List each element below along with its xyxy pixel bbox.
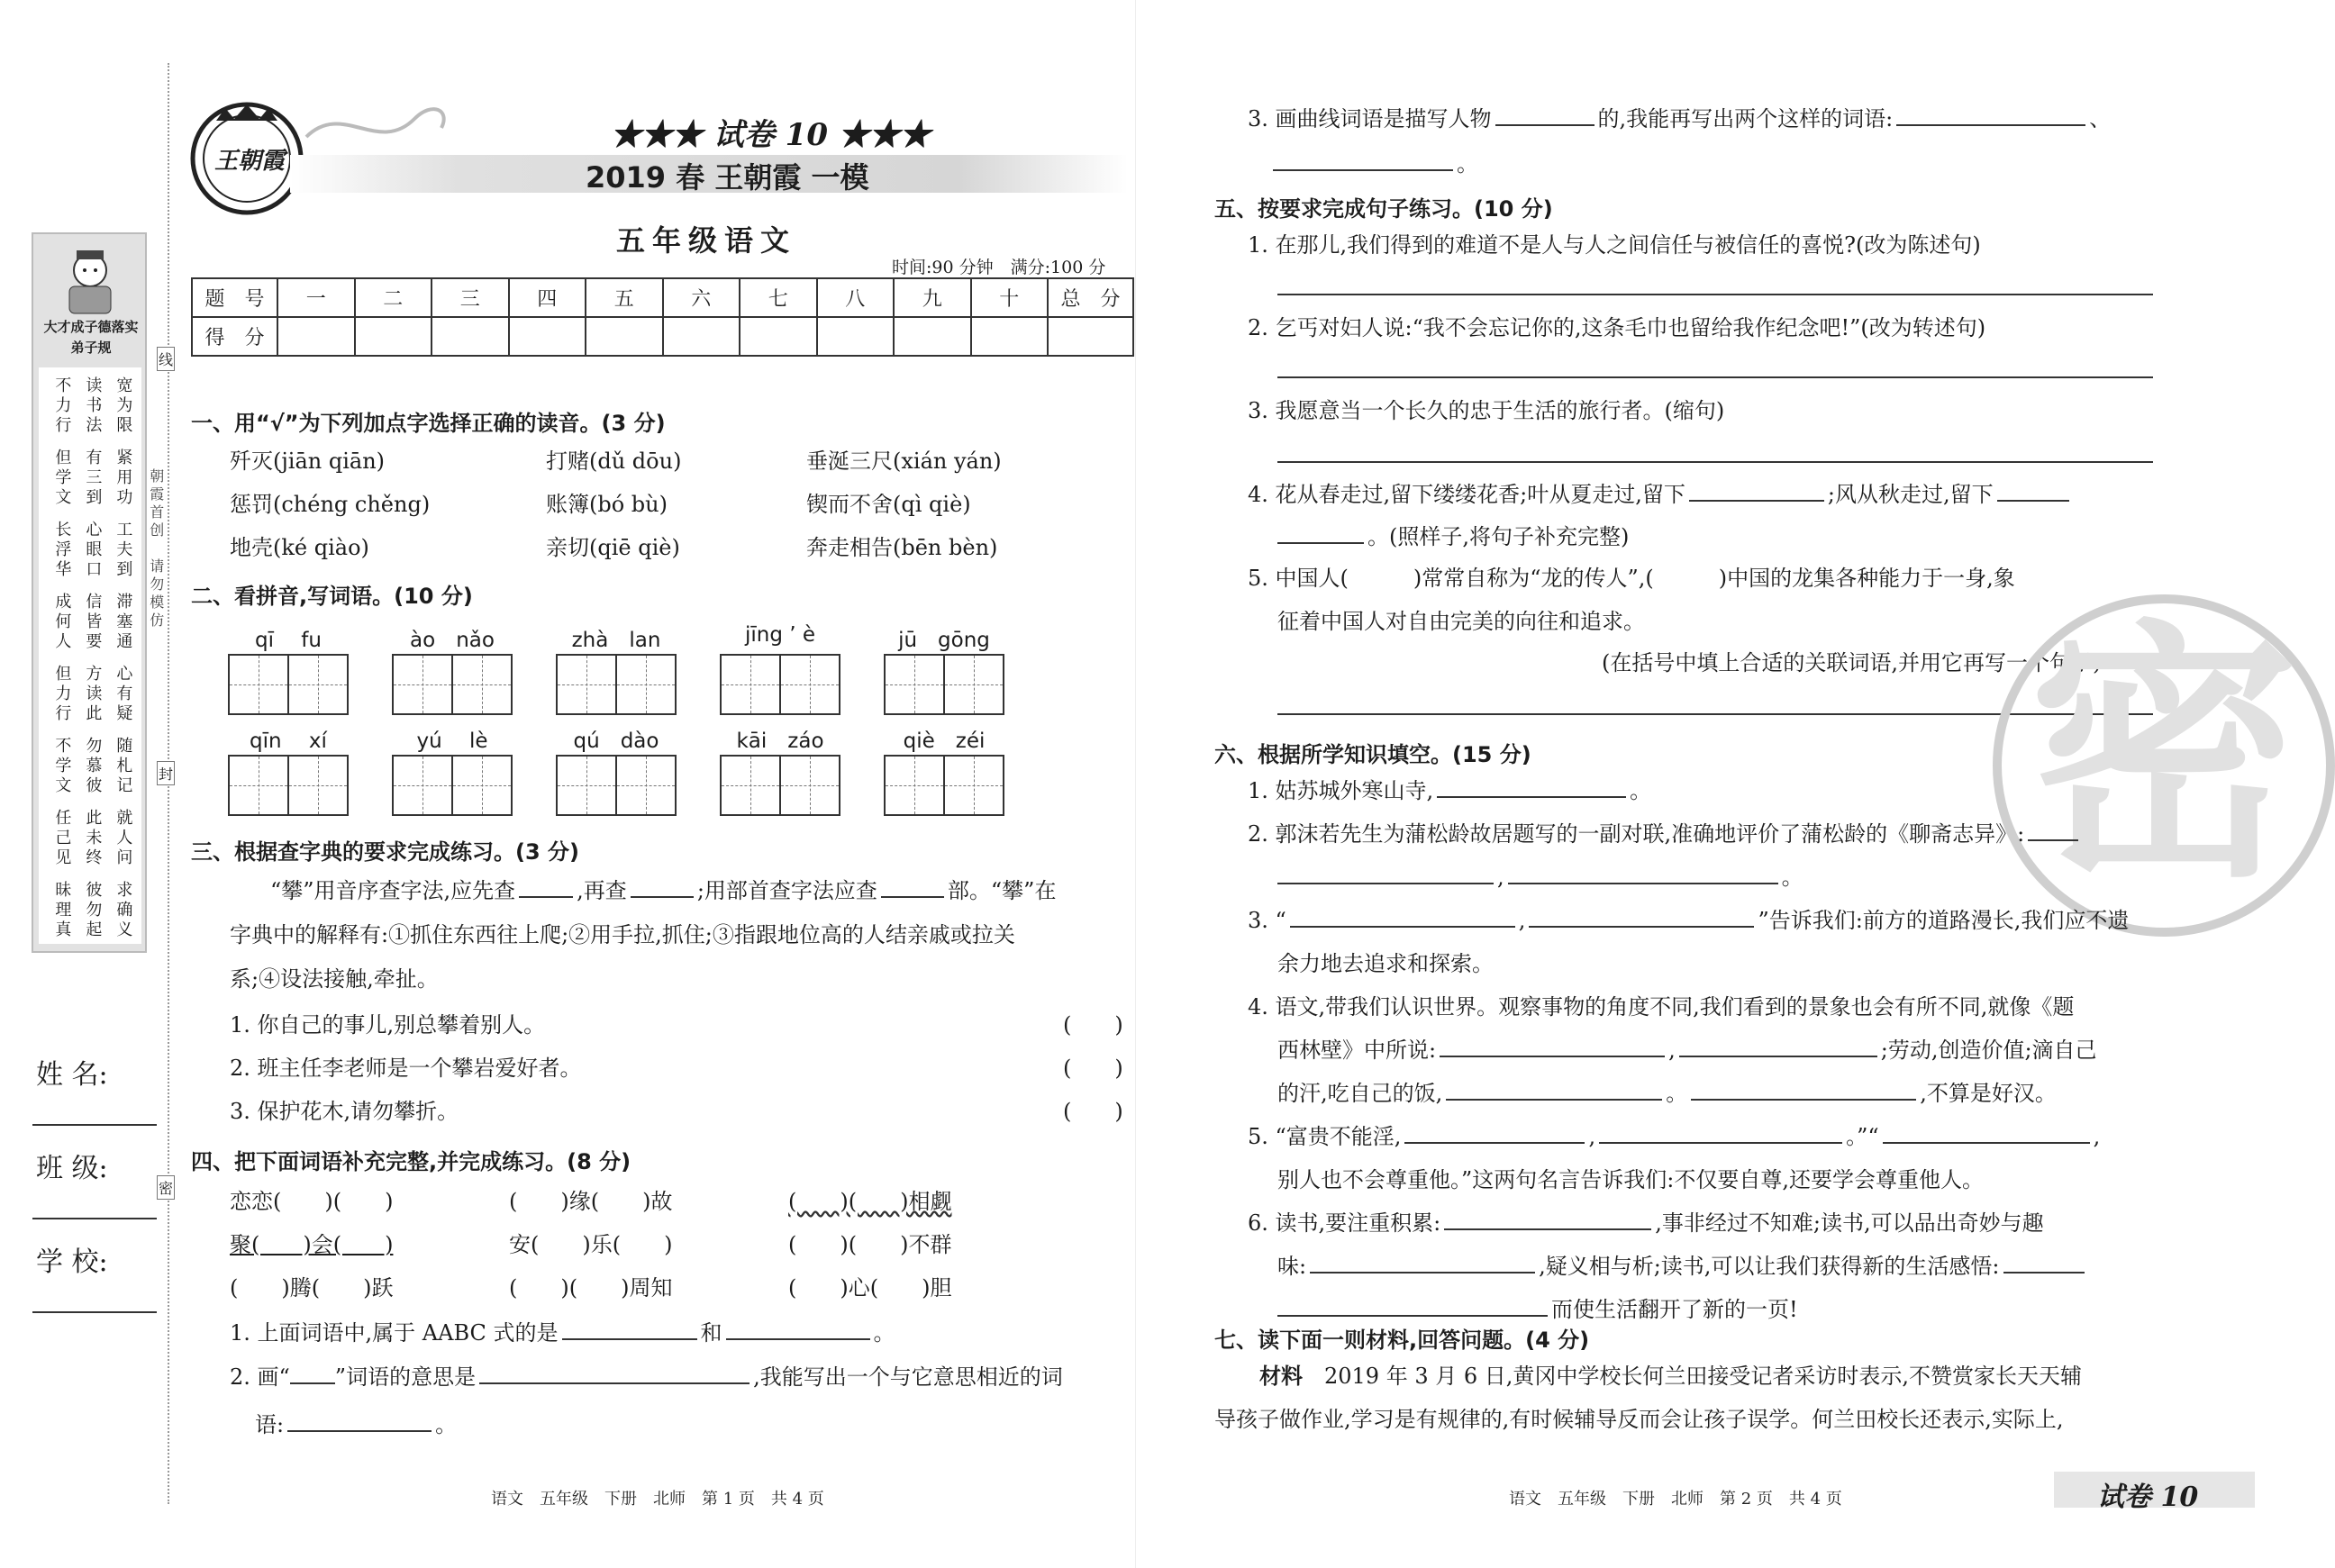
footer-right: 语文 五年级 下册 北师 第 2 页 共 4 页 — [1509, 1490, 1842, 1509]
blank[interactable] — [1691, 1081, 1916, 1101]
score-head: 九 — [894, 278, 971, 317]
s4-text: 3. 画曲线词语是描写人物 — [1248, 106, 1492, 131]
score-head: 题 号 — [192, 278, 277, 317]
s4-word[interactable]: 恋恋( )( ) — [230, 1189, 394, 1214]
poem-col-17: 不力行 — [52, 376, 72, 436]
s5-item-2: 2. 乞丐对妇人说:“我不会忘记你的,这条毛巾也留给我作纪念吧!”(改为转述句) — [1248, 315, 1986, 340]
poem-col-10: 有三到 — [83, 449, 103, 508]
cut-mark-1: 线 — [157, 347, 175, 371]
s6-text: 5. “富贵不能淫, — [1248, 1124, 1402, 1149]
score-head: 十 — [971, 278, 1049, 317]
time-info: 时间:90 分钟 满分:100 分 — [892, 258, 1106, 277]
writing-grid[interactable] — [884, 755, 1004, 816]
writing-grid[interactable] — [392, 654, 513, 715]
s3-answer-paren[interactable]: ( ) — [1063, 1012, 1123, 1038]
s3-answer-paren[interactable]: ( ) — [1063, 1056, 1123, 1081]
blank[interactable] — [1495, 106, 1595, 126]
s6-item-5: 5. “富贵不能淫, , 。”“ , — [1248, 1124, 2101, 1149]
blank[interactable] — [1883, 1124, 2090, 1144]
s1-item[interactable]: 锲而不舍(qì qiè) — [806, 492, 971, 517]
section-2-title: 二、看拼音,写词语。(10 分) — [191, 584, 473, 609]
footer-left: 语文 五年级 下册 北师 第 1 页 共 4 页 — [491, 1490, 824, 1509]
s4-word[interactable]: ( )缘( )故 — [509, 1189, 673, 1214]
poem-col-19: 长浮华 — [52, 521, 72, 580]
series-text: 试卷 10 — [713, 117, 828, 153]
s3-para-3: 系;④设法接触,牵扯。 — [230, 966, 439, 992]
writing-grid[interactable] — [720, 755, 840, 816]
pinyin-label: ào nǎo — [410, 629, 495, 652]
s6-text: 味: — [1277, 1254, 1307, 1279]
s4-question-3: 3. 画曲线词语是描写人物 的,我能再写出两个这样的词语: 、 — [1248, 106, 2112, 131]
exam-title: 2019 春 王朝霞 一模 — [586, 160, 869, 195]
s4-text: 的,我能再写出两个这样的词语: — [1597, 106, 1894, 131]
s6-text: 西林壁》中所说: — [1277, 1038, 1437, 1063]
blank[interactable] — [287, 1412, 432, 1432]
blank[interactable] — [1896, 106, 2085, 126]
score-cell[interactable] — [894, 317, 971, 356]
school-input-line[interactable] — [32, 1311, 157, 1313]
poem-col-1: 宽为限 — [114, 376, 133, 436]
s4-word-underlined[interactable]: 聚( )会( ) — [230, 1232, 394, 1257]
s1-item[interactable]: 地壳(ké qiào) — [230, 535, 369, 560]
writing-grid[interactable] — [720, 654, 840, 715]
blank[interactable] — [1273, 151, 1453, 171]
s1-item[interactable]: 账簿(bó bù) — [546, 492, 668, 517]
pinyin-label: jīng ’ è — [744, 623, 816, 647]
s3-text: 部。“攀”在 — [947, 878, 1057, 903]
s4-text: 2. 画“ — [230, 1364, 290, 1390]
ribbon-decoration — [306, 101, 450, 155]
s6-text: ,不算是好汉。 — [1920, 1081, 2057, 1106]
s6-text: 而使生活翻开了新的一页! — [1551, 1297, 1798, 1322]
score-head: 二 — [355, 278, 432, 317]
poem-col-14: 勿慕彼 — [83, 737, 103, 796]
pinyin-label: yú lè — [416, 730, 488, 753]
s3-text: ;用部首查字法应查 — [696, 878, 877, 903]
blank[interactable] — [562, 1320, 697, 1340]
cut-mark-3: 密 — [157, 1175, 175, 1200]
pinyin-label: zhà lan — [571, 629, 661, 652]
poem-col-8: 求确义 — [114, 881, 133, 940]
score-cell[interactable] — [355, 317, 432, 356]
blank[interactable] — [726, 1320, 870, 1340]
s6-text: 1. 姑苏城外寒山寺, — [1248, 778, 1434, 803]
s3-text: “攀”用音序查字法,应先查 — [270, 878, 516, 903]
score-cell[interactable] — [509, 317, 586, 356]
s3-text: ,再查 — [577, 878, 627, 903]
page-center-fold — [1135, 0, 1136, 1568]
footer-badge: 试卷 10 — [2097, 1482, 2199, 1513]
writing-grid[interactable] — [556, 755, 677, 816]
s1-item[interactable]: 亲切(qiē qiè) — [546, 535, 680, 560]
poem-box — [39, 367, 141, 944]
poem-col-16: 彼勿起 — [83, 881, 103, 940]
s6-item-5-cont: 别人也不会尊重他。”这两句名言告诉我们:不仅要自尊,还要学会尊重他人。 — [1277, 1167, 1984, 1192]
writing-grid[interactable] — [884, 654, 1004, 715]
score-table — [191, 277, 1134, 357]
poem-col-6: 随札记 — [114, 737, 133, 796]
pinyin-label: qú dào — [573, 730, 659, 753]
s5-item-3: 3. 我愿意当一个长久的忠于生活的旅行者。(缩句) — [1248, 398, 1725, 423]
s3-item: 3. 保护花木,请勿攀折。 — [230, 1099, 459, 1124]
scholar-illustration — [50, 245, 131, 317]
blank[interactable] — [1689, 482, 1824, 502]
name-label: 姓 名: — [36, 1059, 108, 1091]
blank[interactable] — [1444, 1210, 1651, 1230]
s6-item-4-cont2: 的汗,吃自己的饭, 。 ,不算是好汉。 — [1277, 1081, 2057, 1106]
s4-word[interactable]: ( )腾( )跃 — [230, 1275, 394, 1301]
subject-title: 五年级语文 — [616, 223, 797, 258]
s6-item-6-cont — [1277, 1254, 2088, 1280]
score-cell[interactable] — [740, 317, 817, 356]
section-6-title: 六、根据所学知识填空。(15 分) — [1214, 742, 1531, 767]
blank[interactable] — [1437, 778, 1626, 798]
s6-item-1: 1. 姑苏城外寒山寺, 。 — [1248, 778, 1652, 803]
poem-col-11: 心眼口 — [83, 521, 103, 580]
s6-text: ,事非经过不知难;读书,可以品出奇妙与趣 — [1655, 1210, 2044, 1236]
blank[interactable] — [1440, 1038, 1665, 1057]
copyright-note: 朝霞首创 请勿模仿 — [147, 468, 165, 630]
score-head: 一 — [277, 278, 355, 317]
s4-text: 和 — [700, 1320, 722, 1346]
writing-grid[interactable] — [228, 654, 349, 715]
writing-grid[interactable] — [392, 755, 513, 816]
score-cell[interactable] — [971, 317, 1049, 356]
s6-item-3-cont: 余力地去追求和探索。 — [1277, 951, 1494, 976]
section-4-title: 四、把下面词语补充完整,并完成练习。(8 分) — [191, 1149, 631, 1174]
s6-item-6-cont2 — [1277, 1297, 1798, 1323]
poem-col-21: 但力行 — [52, 665, 72, 724]
s3-para-1 — [270, 878, 1056, 904]
s5-item-4 — [1248, 482, 2073, 508]
logo-text: 王朝霞 — [214, 148, 286, 175]
s5-text: 4. 花从春走过,留下缕缕花香;叶从夏走过,留下 — [1248, 482, 1685, 507]
class-input-line[interactable] — [32, 1218, 157, 1219]
s4-question-3-cont: 。 — [1273, 151, 1478, 177]
score-value-row — [192, 317, 1133, 356]
s5-text: ;风从秋走过,留下 — [1827, 482, 1994, 507]
poem-col-3: 工夫到 — [114, 521, 133, 580]
s1-item[interactable]: 垂涎三尺(xián yán) — [806, 449, 1002, 474]
pinyin-label: qiè zéi — [903, 730, 986, 753]
pinyin-label: qī fu — [255, 629, 322, 652]
blank[interactable] — [1508, 865, 1778, 884]
score-head: 八 — [817, 278, 895, 317]
poem-col-20: 成何人 — [52, 593, 72, 652]
s4-word[interactable]: ( )( )周知 — [509, 1275, 673, 1301]
s7-label: 材料 — [1259, 1363, 1303, 1389]
s3-item: 1. 你自己的事儿,别总攀着别人。 — [230, 1012, 546, 1038]
series-label: ★★★ 试卷 10 ★★★ — [611, 117, 931, 153]
s6-item-4-cont: 西林壁》中所说: , ;劳动,创造价值;滴自己 — [1277, 1038, 2097, 1063]
s6-text: 2. 郭沫若先生为蒲松龄故居题写的一副对联,准确地评价了蒲松龄的《聊斋志异》: — [1248, 821, 2025, 847]
motto: 大才成子德落实弟子规 — [43, 319, 139, 356]
poem-col-24: 昧理真 — [52, 881, 72, 940]
s1-item[interactable]: 奔走相告(bēn bèn) — [806, 535, 998, 560]
poem-col-18: 但学文 — [52, 449, 72, 508]
score-head: 三 — [432, 278, 509, 317]
s5-answer-line[interactable] — [1277, 294, 2153, 295]
s5-item-5-cont: 征着中国人对自由完美的向往和追求。 — [1277, 609, 1645, 634]
s4-word-wavy[interactable]: ( )( )相觑 — [788, 1189, 952, 1214]
writing-grid[interactable] — [556, 654, 677, 715]
s1-item[interactable]: 歼灭(jiān qiān) — [230, 449, 386, 474]
blank[interactable] — [519, 878, 573, 898]
s3-item: 2. 班主任李老师是一个攀岩爱好者。 — [230, 1056, 582, 1081]
s4-question-2-cont: 语: 。 — [255, 1412, 458, 1437]
s4-question-2 — [230, 1364, 1063, 1391]
s6-item-2 — [1248, 821, 2082, 847]
s1-item[interactable]: 惩罚(chéng chěng) — [230, 492, 431, 517]
s5-item-5: 5. 中国人( )常常自称为“龙的传人”,( )中国的龙集各种能力于一身,象 — [1248, 566, 2015, 591]
blank[interactable] — [1277, 865, 1494, 884]
blank[interactable] — [631, 878, 694, 898]
section-3-title: 三、根据查字典的要求完成练习。(3 分) — [191, 839, 579, 865]
score-head: 七 — [740, 278, 817, 317]
s1-item[interactable]: 打赌(dǔ dōu) — [546, 449, 682, 474]
s6-text: ”告诉我们:前方的道路漫长,我们应不遗 — [1758, 908, 2130, 933]
score-cell[interactable] — [277, 317, 355, 356]
score-head: 四 — [509, 278, 586, 317]
score-head: 总 分 — [1048, 278, 1133, 317]
score-cell[interactable] — [663, 317, 740, 356]
poem-col-7: 就人问 — [114, 809, 133, 868]
s6-item-4: 4. 语文,带我们认识世界。观察事物的角度不同,我们看到的景象也会有所不同,就像《题 — [1248, 994, 2075, 1020]
blank[interactable] — [1290, 908, 1515, 928]
s6-text: 的汗,吃自己的饭, — [1277, 1081, 1443, 1106]
s5-answer-line[interactable] — [1277, 461, 2153, 463]
s6-item-6 — [1248, 1210, 2044, 1237]
blank[interactable] — [1404, 1124, 1585, 1144]
class-label: 班 级: — [36, 1153, 108, 1184]
pinyin-label: kāi záo — [736, 730, 824, 753]
blank[interactable] — [2028, 821, 2078, 841]
score-label: 得 分 — [192, 317, 277, 356]
s4-word[interactable]: ( )心( )胆 — [788, 1275, 952, 1301]
name-input-line[interactable] — [32, 1124, 157, 1126]
poem-col-15: 此未终 — [83, 809, 103, 868]
poem-col-5: 心有疑 — [114, 665, 133, 724]
s3-para-2: 字典中的解释有:①抓住东西往上爬;②用手拉,抓住;③指跟地位高的人结亲戚或拉关 — [230, 922, 1015, 947]
score-cell[interactable] — [817, 317, 895, 356]
s4-question-1: 1. 上面词语中,属于 AABC 式的是 和 。 — [230, 1320, 895, 1346]
confidential-seal — [1993, 594, 2299, 937]
s5-answer-line[interactable] — [1277, 376, 2153, 378]
blank[interactable] — [1446, 1081, 1662, 1101]
s4-text: ”词语的意思是 — [334, 1364, 477, 1390]
blank — [290, 1364, 335, 1384]
section-7-title: 七、读下面一则材料,回答问题。(4 分) — [1214, 1328, 1590, 1353]
blank[interactable] — [1529, 908, 1754, 928]
score-cell[interactable] — [586, 317, 663, 356]
poem-col-22: 不学文 — [52, 737, 72, 796]
s7-para-2: 导孩子做作业,学习是有规律的,有时候辅导反而会让孩子误学。何兰田校长还表示,实际上, — [1214, 1407, 2064, 1432]
cut-mark-2: 封 — [157, 761, 175, 785]
s4-text: 1. 上面词语中,属于 AABC 式的是 — [230, 1320, 559, 1346]
s5-item-4-cont — [1277, 524, 1629, 550]
s4-text: 语: — [255, 1412, 285, 1437]
score-header-row — [192, 278, 1133, 317]
blank[interactable] — [2003, 1254, 2085, 1273]
s6-text: ;劳动,创造价值;滴自己 — [1880, 1038, 2097, 1063]
s5-text: 。(照样子,将句子补充完整) — [1367, 524, 1630, 549]
blank[interactable] — [881, 878, 944, 898]
score-cell[interactable] — [432, 317, 509, 356]
seal-char: 密 — [2029, 599, 2299, 913]
poem-col-12: 信皆要 — [83, 593, 103, 652]
s5-item-1: 1. 在那儿,我们得到的难道不是人与人之间信任与被信任的喜悦?(改为陈述句) — [1248, 232, 1981, 258]
poem-col-4: 滞塞通 — [114, 593, 133, 652]
blank[interactable] — [1599, 1124, 1842, 1144]
s3-answer-paren[interactable]: ( ) — [1063, 1099, 1123, 1124]
blank[interactable] — [1277, 1297, 1548, 1317]
blank[interactable] — [1679, 1038, 1877, 1057]
section-5-title: 五、按要求完成句子练习。(10 分) — [1214, 196, 1553, 222]
score-head: 五 — [586, 278, 663, 317]
poem-col-23: 任己见 — [52, 809, 72, 868]
blank[interactable] — [1997, 482, 2069, 502]
s6-text: 3. “ — [1248, 908, 1286, 933]
sidebar-panel — [32, 232, 147, 953]
pinyin-label: jū gōng — [898, 629, 990, 652]
s6-text: 6. 读书,要注重积累: — [1248, 1210, 1441, 1236]
blank[interactable] — [1277, 524, 1364, 544]
blank[interactable] — [1310, 1254, 1535, 1273]
blank[interactable] — [479, 1364, 750, 1384]
pinyin-label: qīn xí — [250, 730, 327, 753]
school-label: 学 校: — [36, 1246, 108, 1278]
writing-grid[interactable] — [228, 755, 349, 816]
s6-item-3: 3. “ , ”告诉我们:前方的道路漫长,我们应不遗 — [1248, 908, 2130, 933]
s6-text: ,疑义相与析;读书,可以让我们获得新的生活感悟: — [1539, 1254, 2000, 1279]
s4-word[interactable]: ( )( )不群 — [788, 1232, 952, 1257]
poem-col-13: 方读此 — [83, 665, 103, 724]
s4-text: ,我能写出一个与它意思相近的词 — [753, 1364, 1063, 1390]
poem-col-2: 紧用功 — [114, 449, 133, 508]
section-1-title: 一、用“√”为下列加点字选择正确的读音。(3 分) — [191, 411, 666, 436]
score-head: 六 — [663, 278, 740, 317]
poem-col-9: 读书法 — [83, 376, 103, 436]
score-cell[interactable] — [1048, 317, 1133, 356]
s7-text: 2019 年 3 月 6 日,黄冈中学校长何兰田接受记者采访时表示,不赞赏家长天天辅 — [1324, 1364, 2083, 1389]
s5-item-5-instruction: (在括号中填上合适的关联词语,并用它再写一个句子) — [1602, 650, 2102, 675]
s6-item-2-cont: , 。 — [1277, 865, 1803, 891]
s7-para-1 — [1259, 1364, 2082, 1390]
s4-word[interactable]: 安( )乐( ) — [509, 1232, 673, 1257]
